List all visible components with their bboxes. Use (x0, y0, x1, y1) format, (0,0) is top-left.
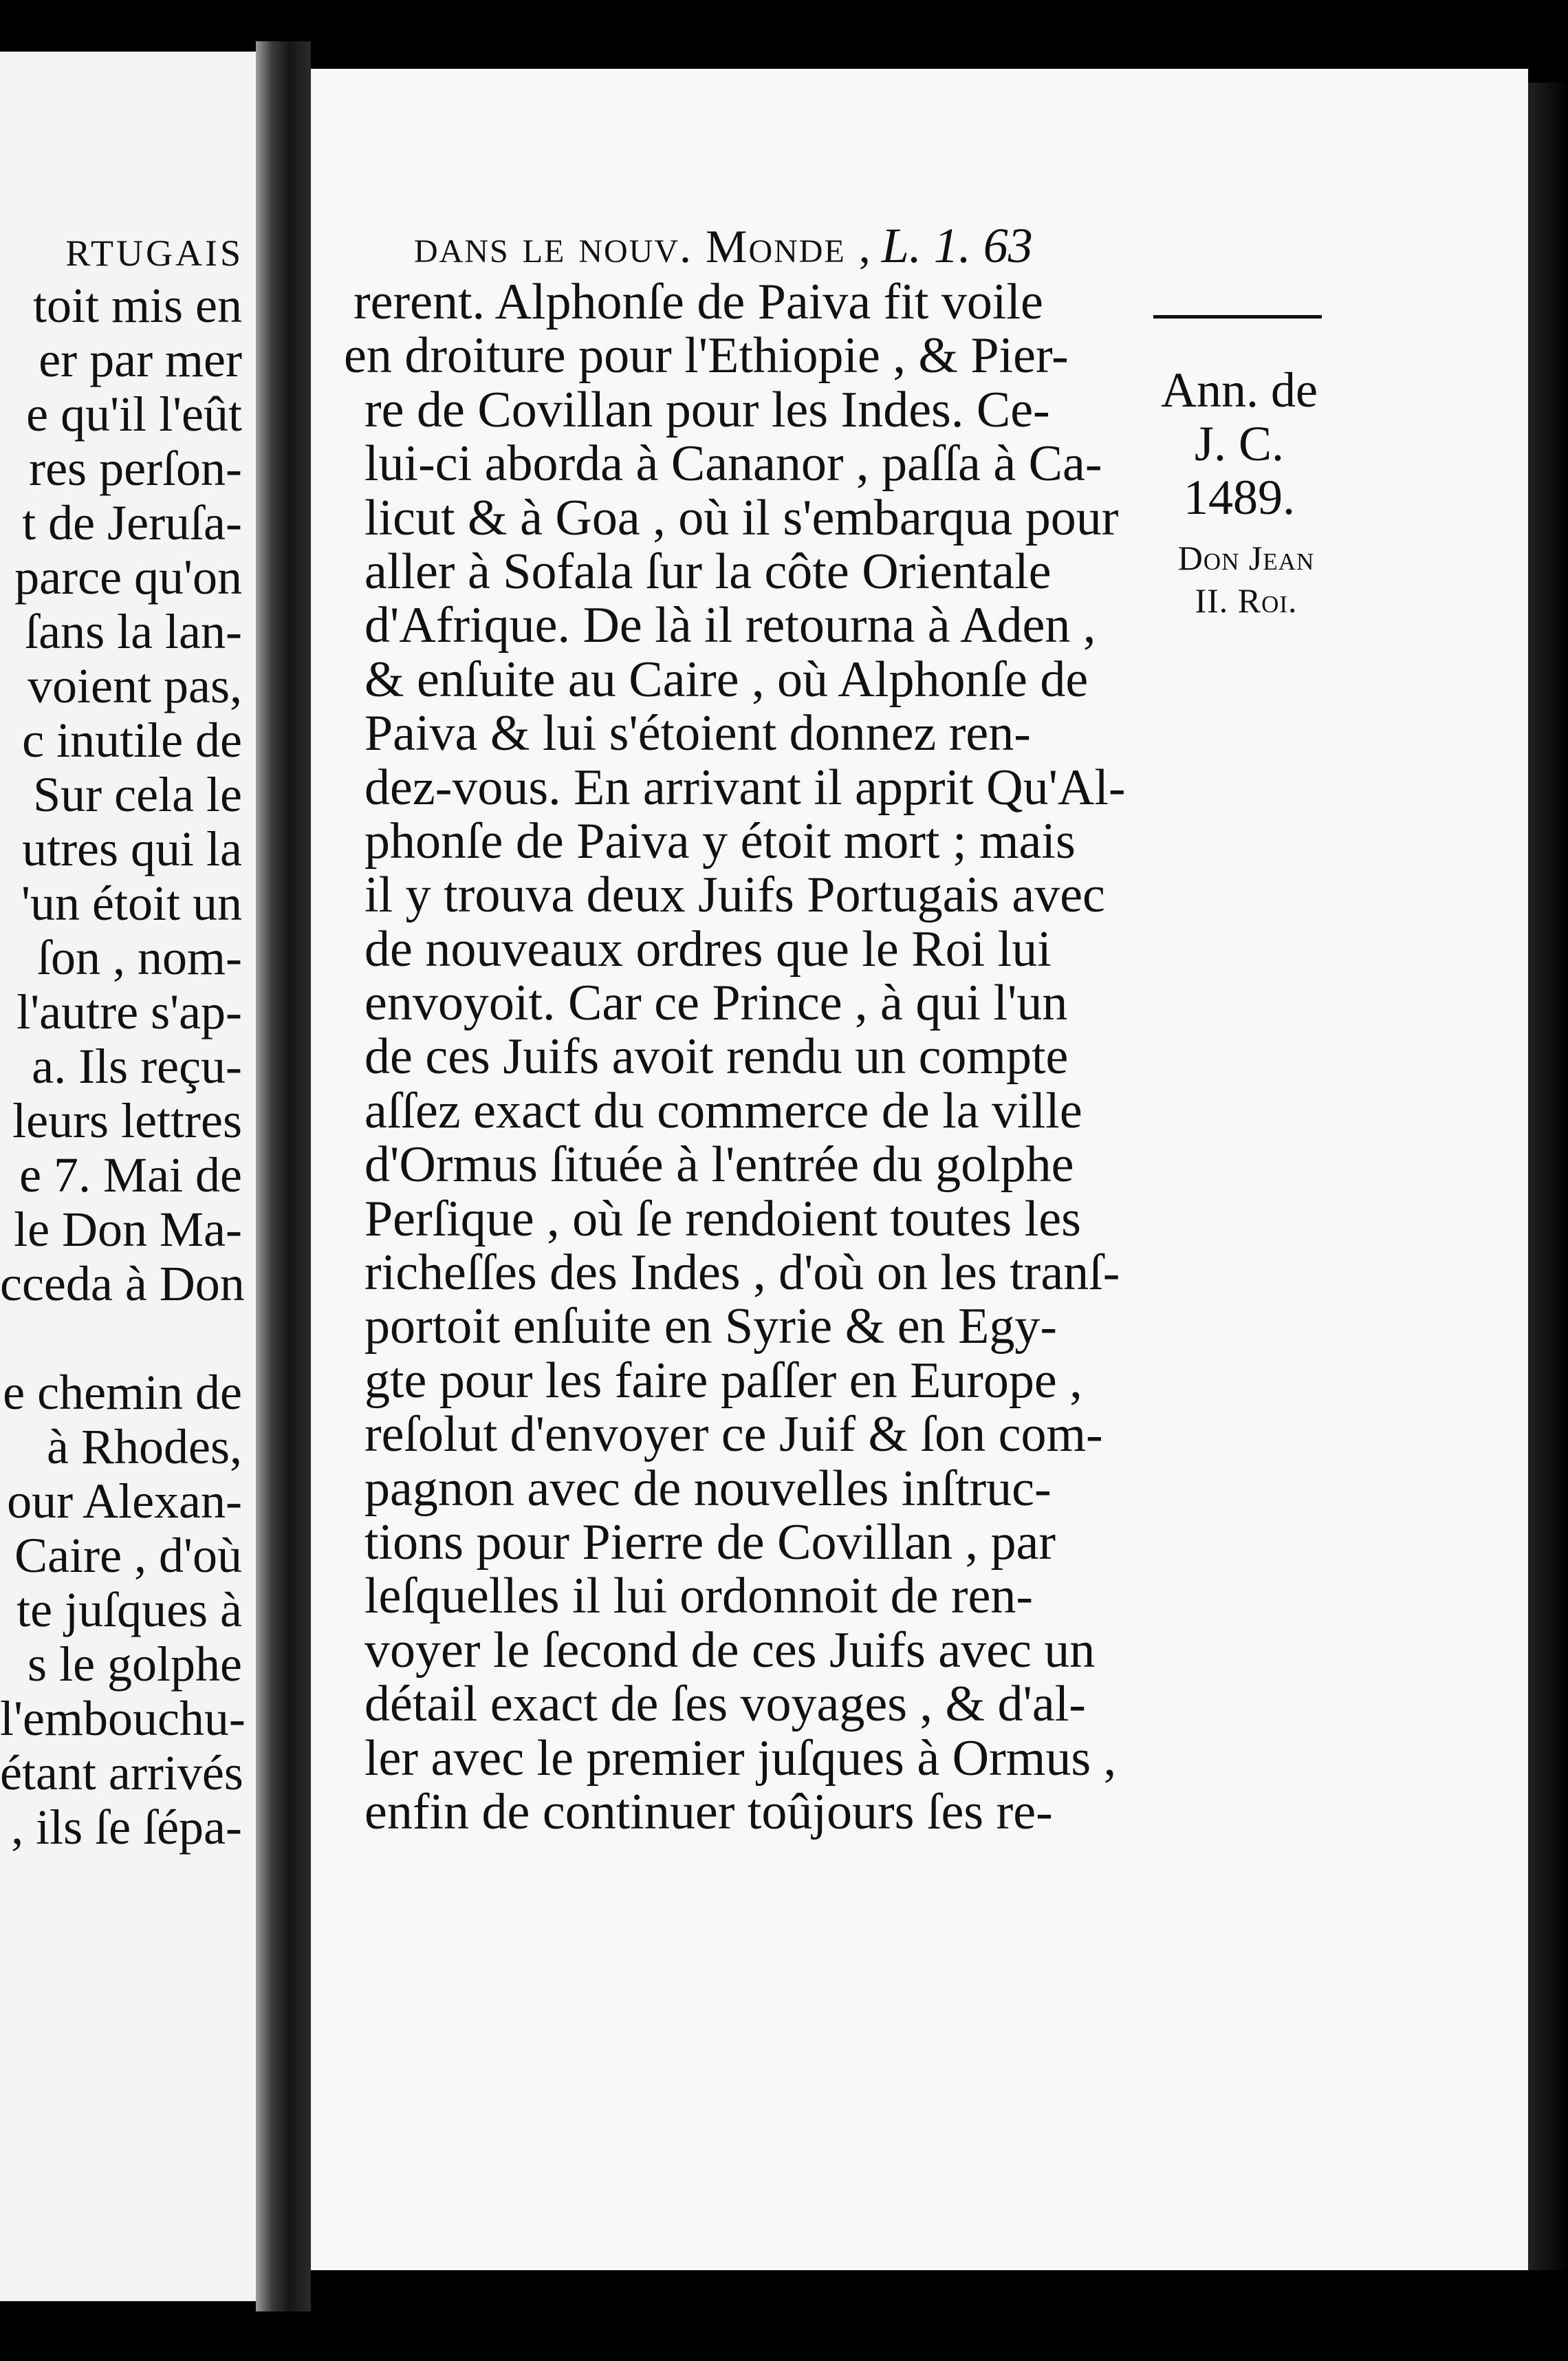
left-text-line: l'autre s'ap- (17, 984, 242, 1039)
margin-king-line: Don Jean (1177, 539, 1315, 577)
running-head (414, 215, 1446, 277)
left-text-line: c inutile de (22, 713, 242, 768)
book-gutter (256, 41, 311, 2311)
body-text-line: Paiva & lui s'étoient donnez ren- (364, 705, 1031, 762)
left-text-line: utres qui la (22, 821, 242, 876)
body-text-line: détail exact de ſes voyages , & d'al- (364, 1676, 1086, 1733)
body-text-line: gte pour les faire paſſer en Europe , (364, 1352, 1082, 1409)
body-text-line: aller à Sofala ſur la côte Orientale (364, 543, 1052, 600)
body-text-line: licut & à Goa , où il s'embarqua pour (364, 489, 1119, 546)
left-text-line: toit mis en (33, 278, 242, 333)
left-text-line: ſans la lan- (25, 604, 242, 659)
left-text-line: , ils ſe ſépa- (11, 1800, 242, 1855)
left-text-line: a. Ils reçu- (32, 1039, 242, 1094)
margin-rule (1153, 315, 1322, 319)
body-text-line: voyer le ſecond de ces Juifs avec un (364, 1621, 1096, 1679)
body-text-line: phonſe de Paiva y étoit mort ; mais (364, 812, 1076, 870)
body-text-line: enfin de continuer toûjours ſes re- (364, 1783, 1053, 1840)
body-text-line: envoyoit. Car ce Prince , à qui l'un (364, 975, 1068, 1032)
left-text-line: te juſques à (17, 1582, 242, 1637)
left-text-line: er par mer (39, 332, 242, 387)
left-text-line: e qu'il l'eût (26, 387, 242, 442)
body-text-line: d'Afrique. De là il retourna à Aden , (364, 597, 1096, 654)
margin-note-year (1129, 363, 1349, 524)
left-text-line: ſon , nom- (37, 930, 242, 985)
left-text-line: à Rhodes, (47, 1419, 242, 1474)
page-number: L. 1. 63 (881, 218, 1033, 273)
body-text-line: tions pour Pierre de Covillan , par (364, 1513, 1056, 1571)
left-text-line: le Don Ma- (14, 1202, 242, 1257)
left-page-fragment (0, 52, 256, 2301)
body-text-line: de nouveaux ordres que le Roi lui (364, 920, 1052, 978)
body-text-line: portoit enſuite en Syrie & en Egy- (364, 1298, 1057, 1355)
body-text-line: ler avec le premier juſques à Ormus , (364, 1729, 1117, 1787)
left-text-line: our Alexan- (7, 1474, 242, 1529)
left-text-line: s le golphe (28, 1637, 242, 1692)
left-text-line: parce qu'on (14, 550, 242, 605)
body-text-line: pagnon avec de nouvelles inſtruc- (364, 1460, 1052, 1517)
body-text-line: aſſez exact du commerce de la ville (364, 1082, 1082, 1139)
right-page (311, 69, 1528, 2270)
body-text-line: lui-ci aborda à Cananor , paſſa à Ca- (364, 435, 1102, 493)
left-text-line: étant arrivés (0, 1745, 243, 1800)
body-text-line: il y trouva deux Juifs Portugais avec (364, 867, 1105, 924)
body-text-line: dez-vous. En arrivant il apprit Qu'Al- (364, 759, 1126, 816)
left-text-line: leurs lettres (12, 1093, 242, 1148)
body-text-line: en droiture pour l'Ethiopie , & Pier- (344, 327, 1069, 385)
left-running-head: RTUGAIS (65, 233, 243, 274)
left-text-line: cceda à Don (0, 1256, 245, 1311)
left-page-text (0, 278, 246, 1855)
body-text-line: Perſique , où ſe rendoient toutes les (364, 1190, 1081, 1247)
margin-note-line: J. C. (1194, 416, 1285, 471)
left-text-line: Sur cela le (33, 767, 242, 822)
body-text-line: rerent. Alphonſe de Paiva fit voile (353, 274, 1043, 330)
left-text-line: 'un étoit un (21, 876, 242, 931)
left-text-line: l'embouchu- (0, 1691, 246, 1746)
body-text-line: leſquelles il lui ordonnoit de ren- (364, 1568, 1034, 1625)
left-text-line: t de Jeruſa- (22, 495, 242, 550)
margin-note-line: Ann. de (1161, 363, 1318, 418)
left-text-line: e 7. Mai de (19, 1147, 242, 1203)
body-text-line: de ces Juifs avoit rendu un compte (364, 1028, 1069, 1086)
left-text-line: e chemin de (3, 1365, 242, 1420)
body-text-line: re de Covillan pour les Indes. Ce- (364, 381, 1050, 438)
left-text-line: voient pas, (28, 658, 242, 713)
body-text (311, 275, 1136, 1839)
left-text-line (0, 1311, 242, 1366)
left-text-line: res perſon- (29, 441, 242, 496)
margin-king-line: II. Roi. (1195, 581, 1298, 620)
body-text-line: reſolut d'envoyer ce Juif & ſon com- (364, 1406, 1103, 1463)
body-text-line: d'Ormus ſituée à l'entrée du golphe (364, 1136, 1074, 1194)
body-text-line: & enſuite au Caire , où Alphonſe de (364, 651, 1089, 708)
body-text-line: richeſſes des Indes , d'où on les tranſ- (364, 1244, 1120, 1302)
running-head-title: dans le nouv. Monde , (414, 220, 872, 272)
margin-note-king (1136, 537, 1356, 622)
margin-note-line: 1489. (1184, 470, 1295, 525)
page-edge-shadow (1528, 83, 1568, 2270)
left-text-line: Caire , d'où (14, 1528, 242, 1583)
